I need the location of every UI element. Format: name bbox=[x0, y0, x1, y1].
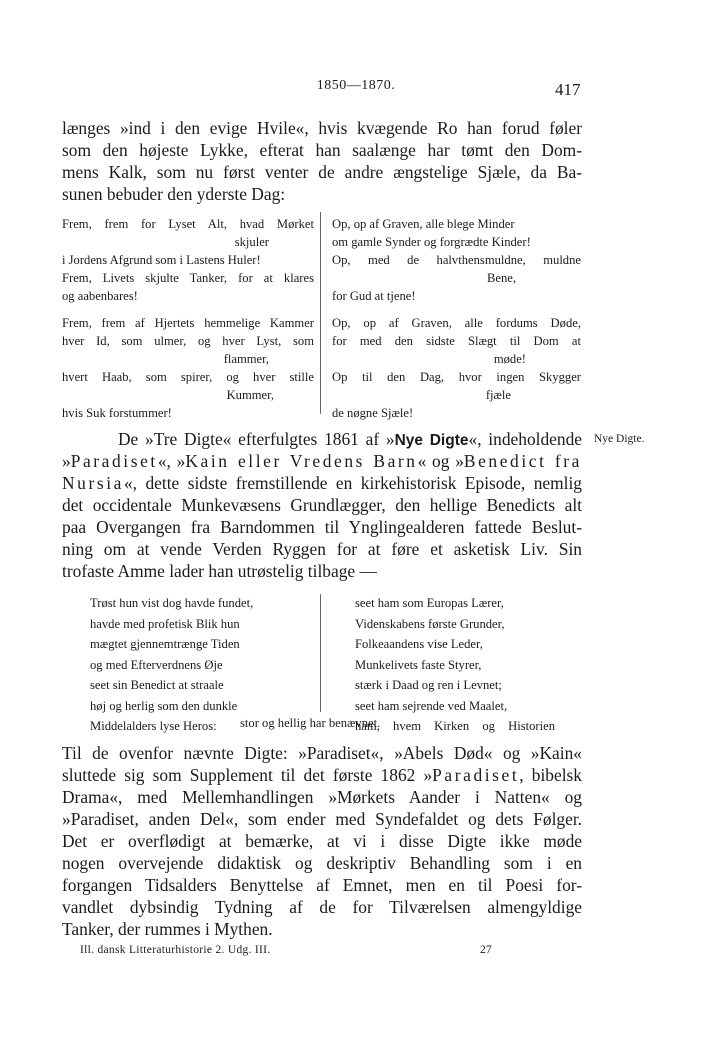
text-line bbox=[62, 764, 582, 786]
footer-signature: 27 bbox=[480, 944, 493, 956]
verse-line: Frem, frem af Hjertets hemmelige Kammer bbox=[62, 316, 314, 330]
text-line: længes »ind i den evige Hvile«, hvis kvægende Ro han forud føler bbox=[62, 118, 582, 138]
paragraph-paradiset bbox=[62, 742, 582, 940]
text-line: vandlet dybsindig Tydning af de for Tilværelsen almengyldige bbox=[62, 897, 582, 917]
text-line: det occidentale Munkevæsens Grundlægger, den hellige Benedicts alt bbox=[62, 495, 582, 515]
verse-line-continuation: fjæle bbox=[485, 388, 511, 402]
text-line: Det er overflødigt at bemærke, at vi i disse Digte ikke møde bbox=[62, 831, 582, 851]
poem2-right-column bbox=[355, 593, 555, 737]
verse-line: hver Id, som ulmer, og hver Lyst, som bbox=[62, 334, 314, 348]
running-header: 1850—1870. bbox=[316, 78, 396, 93]
verse-line: Middelalders lyse Heros: bbox=[90, 719, 217, 733]
verse-line-continuation: skjuler bbox=[234, 235, 269, 249]
page-number: 417 bbox=[555, 80, 581, 99]
text-line: Tanker, der rummes i Mythen. bbox=[62, 919, 273, 939]
verse-line: og aabenbares! bbox=[62, 289, 138, 303]
text-line: sunen bebuder den yderste Dag: bbox=[62, 184, 286, 204]
verse-line: i Jordens Afgrund som i Lastens Huler! bbox=[62, 253, 261, 267]
text-span: » bbox=[62, 451, 71, 471]
text-line: mens Kalk, som nu først venter de andre ængstelige Sjæle, da Ba- bbox=[62, 162, 582, 182]
verse-line: ham, hvem Kirken og Historien bbox=[355, 719, 555, 733]
footer-source: Ill. dansk Litteraturhistorie 2. Udg. III. bbox=[80, 944, 271, 956]
poem2-final-line: stor og hellig har benævnet. bbox=[240, 716, 381, 730]
text-line: Drama«, med Mellemhandlingen »Mørkets Aander i Natten« og bbox=[62, 787, 582, 807]
verse-line: for Gud at tjene! bbox=[332, 289, 416, 303]
text-line: Til de ovenfor nævnte Digte: »Paradiset«, »Abels Død« og »Kain« bbox=[62, 743, 582, 763]
text-span: «, dette sidste fremstillende en kirkehistorisk Episode, nemlig bbox=[123, 473, 582, 493]
verse-line: de nøgne Sjæle! bbox=[332, 406, 414, 420]
text-span: De »Tre Digte« efterfulgtes 1861 af » bbox=[118, 429, 395, 449]
verse-line: hvis Suk forstummer! bbox=[62, 406, 172, 420]
verse-line: Op, med de halvthensmuldne, muldne bbox=[332, 253, 581, 267]
verse-line: seet ham sejrende ved Maalet, bbox=[355, 698, 508, 713]
verse-line: Folkeaandens vise Leder, bbox=[355, 637, 483, 651]
verse-line-continuation: Bene, bbox=[486, 271, 516, 285]
text-line bbox=[62, 450, 582, 472]
text-line: »Paradiset, anden Del«, som ender med Syndefaldet og dets Følger. bbox=[62, 809, 582, 829]
text-line: paa Overgangen fra Barndommen til Ynglingealderen fattede Beslut- bbox=[62, 517, 582, 537]
verse-line-continuation: Kummer, bbox=[226, 388, 274, 402]
bold-title: Nye Digte bbox=[394, 432, 469, 449]
text-line: som den højeste Lykke, efterat han saalænge har tømt den Dom- bbox=[62, 140, 582, 160]
verse-line: for med den sidste Slægt til Dom at bbox=[332, 334, 581, 348]
text-span: sluttede sig som Supplement til det første 1862 » bbox=[62, 765, 433, 785]
text-line: trofaste Amme lader han utrøstelig tilbage — bbox=[62, 561, 377, 581]
intro-paragraph bbox=[62, 117, 582, 205]
text-span: « og » bbox=[417, 451, 464, 471]
spaced-title: Paradiset bbox=[70, 451, 158, 471]
verse-line: mægtet gjennemtrænge Tiden bbox=[90, 637, 240, 651]
verse-line: om gamle Synder og forgrædte Kinder! bbox=[332, 235, 531, 249]
text-line: nogen overvejende didaktisk og deskriptiv Behandling som i en bbox=[62, 853, 582, 873]
text-span: «, indeholdende bbox=[468, 429, 582, 449]
verse-line-continuation: flammer, bbox=[223, 352, 269, 366]
text-line bbox=[62, 428, 582, 450]
verse-line: Munkelivets faste Styrer, bbox=[355, 657, 482, 672]
poem1-right-column bbox=[332, 215, 581, 422]
paragraph-nye-digte bbox=[62, 428, 582, 582]
text-line bbox=[62, 472, 582, 494]
verse-line: og med Efterverdnens Øje bbox=[90, 657, 223, 672]
verse-line: Trøst hun vist dog havde fundet, bbox=[90, 596, 254, 610]
text-span: «, » bbox=[157, 451, 186, 471]
text-line: forgangen Tidsalders Benyttelse af Emnet, men en til Poesi for- bbox=[62, 875, 582, 895]
verse-line: Videnskabens første Grunder, bbox=[355, 616, 505, 631]
verse-line: stærk i Daad og ren i Levnet; bbox=[355, 678, 502, 692]
verse-line: havde med profetisk Blik hun bbox=[90, 616, 240, 631]
verse-line-continuation: møde! bbox=[493, 352, 526, 366]
spaced-title: Kain eller Vredens Barn bbox=[185, 451, 418, 471]
verse-line: høj og herlig som den dunkle bbox=[90, 698, 238, 713]
poem1-column-divider bbox=[320, 212, 321, 414]
verse-line: Op til den Dag, hvor ingen Skygger bbox=[332, 370, 581, 384]
margin-note: Nye Digte. bbox=[594, 433, 645, 445]
verse-line: seet ham som Europas Lærer, bbox=[355, 596, 504, 610]
poem1-left-column bbox=[62, 215, 314, 422]
verse-line: Op, op af Graven, alle blege Minder bbox=[332, 217, 515, 231]
text-line: ning om at vende Verden Ryggen for at føre et asketisk Liv. Sin bbox=[62, 539, 582, 559]
text-span: , bibelsk bbox=[519, 765, 582, 785]
verse-line: Frem, frem for Lyset Alt, hvad Mørket bbox=[62, 217, 314, 231]
verse-line: Frem, Livets skjulte Tanker, for at klares bbox=[62, 271, 314, 285]
verse-line: seet sin Benedict at straale bbox=[90, 678, 224, 692]
verse-line: hvert Haab, som spirer, og hver stille bbox=[62, 370, 314, 384]
spaced-title: Paradiset bbox=[432, 765, 520, 785]
poem2-column-divider bbox=[320, 594, 321, 712]
spaced-title: Nursia bbox=[62, 473, 124, 493]
spaced-title: Benedict fra bbox=[463, 451, 582, 471]
verse-line: Op, op af Graven, alle fordums Døde, bbox=[332, 316, 581, 330]
